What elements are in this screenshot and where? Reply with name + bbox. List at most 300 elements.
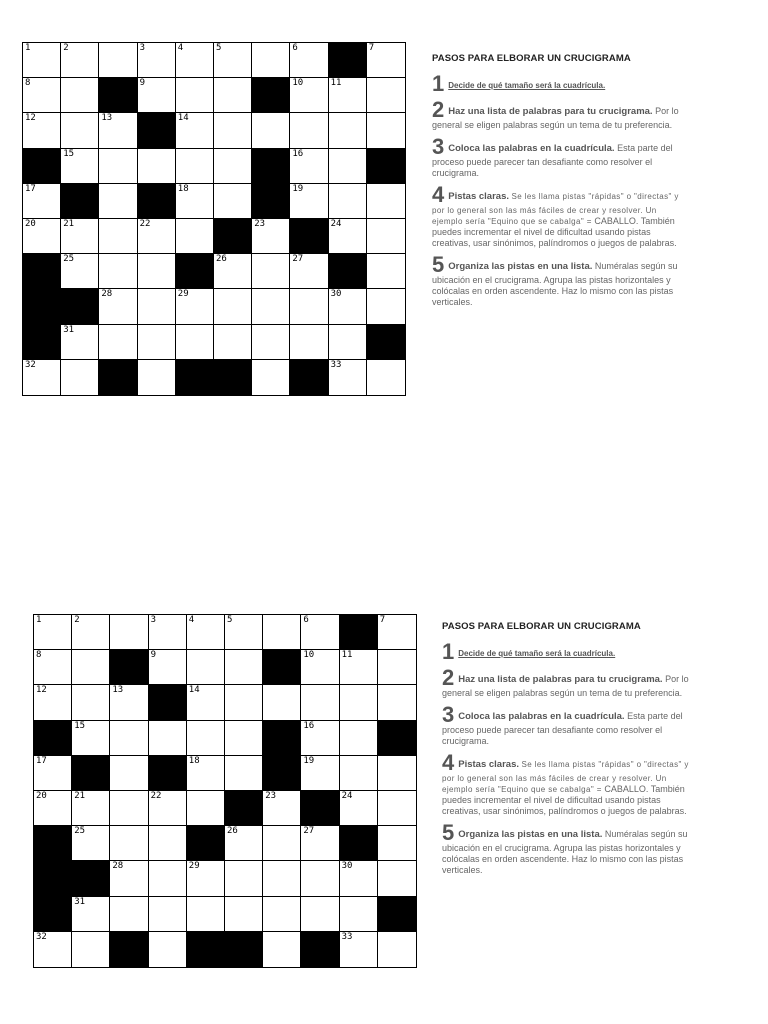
grid-cell[interactable] xyxy=(176,325,214,360)
grid-cell[interactable] xyxy=(252,219,290,254)
clue-number: 14 xyxy=(177,113,189,124)
step-heading: Pistas claras. xyxy=(458,759,519,770)
grid-cell[interactable] xyxy=(290,149,328,184)
clue-number: 28 xyxy=(101,289,113,300)
black-cell xyxy=(72,861,110,896)
black-cell xyxy=(61,184,99,219)
black-cell xyxy=(329,254,367,289)
black-cell xyxy=(34,861,72,896)
grid-cell[interactable] xyxy=(263,932,301,967)
grid-cell[interactable] xyxy=(34,615,72,650)
step-heading: Pistas claras. xyxy=(448,191,509,202)
black-cell xyxy=(340,826,378,861)
grid-cell[interactable] xyxy=(225,861,263,896)
grid-cell[interactable] xyxy=(99,184,137,219)
grid-cell[interactable] xyxy=(263,791,301,826)
grid-cell[interactable] xyxy=(99,289,137,324)
grid-cell[interactable] xyxy=(301,721,339,756)
grid-cell[interactable] xyxy=(263,826,301,861)
grid-cell[interactable] xyxy=(72,721,110,756)
black-cell xyxy=(378,721,416,756)
grid-cell[interactable] xyxy=(72,650,110,685)
step-number: 5 xyxy=(442,820,455,845)
steps-panel xyxy=(432,53,682,314)
grid-cell[interactable] xyxy=(263,861,301,896)
step-2 xyxy=(432,97,682,131)
grid-cell[interactable] xyxy=(340,685,378,720)
clue-number: 7 xyxy=(379,615,386,625)
step-body: Esta parte del proceso puede parecer tan desafiante como resolver el crucigrama. xyxy=(442,711,683,746)
black-cell xyxy=(72,756,110,791)
grid-cell[interactable] xyxy=(290,78,328,113)
black-cell xyxy=(263,650,301,685)
grid-cell[interactable] xyxy=(340,932,378,967)
step-5 xyxy=(432,252,682,308)
clue-number: 9 xyxy=(139,78,146,89)
grid-cell[interactable] xyxy=(214,289,252,324)
grid-cell[interactable] xyxy=(23,184,61,219)
step-heading: Organiza las pistas en una lista. xyxy=(458,829,603,840)
grid-cell[interactable] xyxy=(214,184,252,219)
grid-cell[interactable] xyxy=(61,43,99,78)
grid-cell[interactable] xyxy=(72,615,110,650)
step-body: Por lo general se eligen palabras según un tema de tu preferencia. xyxy=(442,674,689,698)
black-cell xyxy=(225,791,263,826)
crossword-grid xyxy=(22,42,406,396)
clue-number: 4 xyxy=(177,43,184,53)
clue-number: 17 xyxy=(36,755,47,766)
step-body: Por lo general se eligen palabras según un tema de tu preferencia. xyxy=(432,106,679,130)
grid-cell[interactable] xyxy=(225,650,263,685)
grid-cell[interactable] xyxy=(367,289,405,324)
grid-cell[interactable] xyxy=(176,43,214,78)
grid-cell[interactable] xyxy=(110,615,148,650)
clue-number: 16 xyxy=(292,148,304,159)
clue-number: 11 xyxy=(330,78,342,89)
step-3 xyxy=(432,134,682,179)
clue-number: 18 xyxy=(188,755,200,766)
step-number: 3 xyxy=(432,134,445,159)
grid-cell[interactable] xyxy=(99,219,137,254)
grid-cell[interactable] xyxy=(23,43,61,78)
grid-cell[interactable] xyxy=(301,685,339,720)
step-number: 2 xyxy=(442,665,455,690)
panel-title: PASOS PARA ELBORAR UN CRUCIGRAMA xyxy=(432,53,631,64)
clue-number: 23 xyxy=(254,219,266,229)
black-cell xyxy=(34,826,72,861)
grid-cell[interactable] xyxy=(329,360,367,395)
grid-cell[interactable] xyxy=(290,254,328,289)
black-cell xyxy=(301,791,339,826)
grid-cell[interactable] xyxy=(301,897,339,932)
clue-number: 31 xyxy=(63,324,75,335)
grid-cell[interactable] xyxy=(252,113,290,148)
grid-cell[interactable] xyxy=(34,650,72,685)
grid-cell[interactable] xyxy=(290,184,328,219)
clue-number: 24 xyxy=(341,791,353,801)
grid-cell[interactable] xyxy=(252,325,290,360)
step-number: 1 xyxy=(442,639,455,664)
step-heading: Decide de qué tamaño será la cuadrícula. xyxy=(448,81,606,90)
black-cell xyxy=(214,360,252,395)
clue-number: 14 xyxy=(188,685,200,696)
panel-title: PASOS PARA ELBORAR UN CRUCIGRAMA xyxy=(442,621,641,632)
black-cell xyxy=(263,756,301,791)
step-body-spaced: Se les llama pistas "rápidas" o "directas" y por lo general son las más fáciles de crear y resolver. Un ejemplo sería "Equino que se cabalga" = xyxy=(442,760,689,794)
grid-cell[interactable] xyxy=(225,756,263,791)
black-cell xyxy=(149,685,187,720)
clue-number: 7 xyxy=(368,43,375,53)
clue-number: 13 xyxy=(112,685,124,696)
clue-number: 30 xyxy=(330,289,342,300)
grid-cell[interactable] xyxy=(110,791,148,826)
black-cell xyxy=(99,78,137,113)
black-cell xyxy=(340,615,378,650)
grid-cell[interactable] xyxy=(378,826,416,861)
grid-cell[interactable] xyxy=(187,791,225,826)
grid-cell[interactable] xyxy=(329,78,367,113)
grid-cell[interactable] xyxy=(290,325,328,360)
clue-number: 16 xyxy=(303,720,315,731)
grid-cell[interactable] xyxy=(110,685,148,720)
grid-cell[interactable] xyxy=(34,756,72,791)
step-1 xyxy=(442,639,692,664)
grid-cell[interactable] xyxy=(367,254,405,289)
step-number: 2 xyxy=(432,97,445,122)
grid-cell[interactable] xyxy=(367,360,405,395)
grid-cell[interactable] xyxy=(61,78,99,113)
grid-cell[interactable] xyxy=(72,826,110,861)
step-4 xyxy=(442,750,692,817)
grid-cell[interactable] xyxy=(329,289,367,324)
clue-number: 32 xyxy=(25,359,36,370)
clue-number: 6 xyxy=(292,43,298,53)
clue-number: 25 xyxy=(74,826,86,837)
grid-cell[interactable] xyxy=(378,861,416,896)
step-body-spaced: Se les llama pistas "rápidas" o "directas" y por lo general son las más fáciles de crear y resolver. Un ejemplo sería "Equino que se cabalga" = xyxy=(432,192,679,226)
grid-cell[interactable] xyxy=(23,78,61,113)
clue-number: 15 xyxy=(63,148,75,159)
clue-number: 31 xyxy=(74,896,86,907)
grid-cell[interactable] xyxy=(290,113,328,148)
clue-number: 19 xyxy=(303,755,315,766)
grid-cell[interactable] xyxy=(187,650,225,685)
clue-number: 24 xyxy=(330,219,342,229)
black-cell xyxy=(176,254,214,289)
clue-number: 29 xyxy=(177,289,189,300)
black-cell xyxy=(176,360,214,395)
grid-cell[interactable] xyxy=(329,219,367,254)
crossword-grid xyxy=(33,614,417,968)
grid-cell[interactable] xyxy=(252,360,290,395)
step-heading: Organiza las pistas en una lista. xyxy=(448,261,593,272)
black-cell xyxy=(61,289,99,324)
clue-number: 27 xyxy=(292,254,304,265)
clue-number: 15 xyxy=(74,720,86,731)
grid-cell[interactable] xyxy=(214,254,252,289)
grid-cell[interactable] xyxy=(149,721,187,756)
step-number: 1 xyxy=(432,71,445,96)
step-body: Numéralas según su ubicación en el crucigrama. Agrupa las pistas horizontales y colócalas en orden ascendente. Haz lo mismo con las pistas verticales. xyxy=(442,829,688,875)
grid-cell[interactable] xyxy=(176,289,214,324)
clue-number: 10 xyxy=(292,78,304,89)
grid-cell[interactable] xyxy=(187,615,225,650)
grid-cell[interactable] xyxy=(187,721,225,756)
step-heading: Haz una lista de palabras para tu crucigrama. xyxy=(458,674,663,685)
grid-cell[interactable] xyxy=(225,685,263,720)
grid-cell[interactable] xyxy=(138,325,176,360)
grid-cell[interactable] xyxy=(61,149,99,184)
grid-cell[interactable] xyxy=(149,615,187,650)
grid-cell[interactable] xyxy=(340,861,378,896)
clue-number: 33 xyxy=(341,931,353,942)
grid-cell[interactable] xyxy=(301,756,339,791)
step-5 xyxy=(442,820,692,876)
black-cell xyxy=(252,184,290,219)
grid-cell[interactable] xyxy=(214,113,252,148)
grid-cell[interactable] xyxy=(214,78,252,113)
clue-number: 6 xyxy=(303,615,309,625)
grid-cell[interactable] xyxy=(340,650,378,685)
black-cell xyxy=(252,149,290,184)
clue-number: 8 xyxy=(36,650,42,661)
grid-cell[interactable] xyxy=(378,650,416,685)
grid-cell[interactable] xyxy=(263,897,301,932)
clue-number: 10 xyxy=(303,650,315,661)
grid-cell[interactable] xyxy=(378,756,416,791)
grid-cell[interactable] xyxy=(110,721,148,756)
grid-cell[interactable] xyxy=(225,897,263,932)
steps-panel xyxy=(442,621,692,882)
grid-cell[interactable] xyxy=(187,685,225,720)
grid-cell[interactable] xyxy=(138,254,176,289)
grid-cell[interactable] xyxy=(214,149,252,184)
grid-cell[interactable] xyxy=(176,113,214,148)
grid-cell[interactable] xyxy=(72,897,110,932)
clue-number: 21 xyxy=(63,219,75,229)
grid-cell[interactable] xyxy=(225,615,263,650)
clue-number: 8 xyxy=(25,78,31,89)
grid-cell[interactable] xyxy=(263,685,301,720)
grid-cell[interactable] xyxy=(99,325,137,360)
grid-cell[interactable] xyxy=(290,289,328,324)
grid-cell[interactable] xyxy=(378,685,416,720)
clue-number: 26 xyxy=(227,826,238,837)
clue-number: 18 xyxy=(177,183,189,194)
step-number: 4 xyxy=(442,750,455,775)
grid-cell[interactable] xyxy=(301,650,339,685)
clue-number: 13 xyxy=(101,113,113,124)
grid-cell[interactable] xyxy=(99,43,137,78)
grid-cell[interactable] xyxy=(214,43,252,78)
grid-cell[interactable] xyxy=(138,78,176,113)
black-cell xyxy=(367,149,405,184)
grid-cell[interactable] xyxy=(23,113,61,148)
grid-cell[interactable] xyxy=(149,861,187,896)
grid-cell[interactable] xyxy=(34,685,72,720)
grid-cell[interactable] xyxy=(301,861,339,896)
clue-number: 5 xyxy=(227,615,233,625)
grid-cell[interactable] xyxy=(225,721,263,756)
clue-number: 23 xyxy=(265,791,277,801)
grid-cell[interactable] xyxy=(252,43,290,78)
black-cell xyxy=(23,254,61,289)
grid-cell[interactable] xyxy=(301,826,339,861)
grid-cell[interactable] xyxy=(367,43,405,78)
clue-number: 5 xyxy=(216,43,222,53)
step-body: Esta parte del proceso puede parecer tan desafiante como resolver el crucigrama. xyxy=(432,143,673,178)
clue-number: 26 xyxy=(216,254,227,265)
step-number: 5 xyxy=(432,252,445,277)
grid-cell[interactable] xyxy=(110,756,148,791)
step-heading: Decide de qué tamaño será la cuadrícula. xyxy=(458,649,616,658)
grid-cell[interactable] xyxy=(149,897,187,932)
grid-cell[interactable] xyxy=(23,360,61,395)
grid-cell[interactable] xyxy=(329,184,367,219)
clue-number: 1 xyxy=(36,615,42,625)
step-4 xyxy=(432,182,682,249)
clue-number: 4 xyxy=(188,615,195,625)
clue-number: 20 xyxy=(36,791,47,801)
grid-cell[interactable] xyxy=(110,861,148,896)
black-cell xyxy=(378,897,416,932)
black-cell xyxy=(263,721,301,756)
grid-cell[interactable] xyxy=(340,791,378,826)
grid-cell[interactable] xyxy=(138,289,176,324)
clue-number: 3 xyxy=(150,615,157,625)
grid-cell[interactable] xyxy=(149,650,187,685)
grid-cell[interactable] xyxy=(61,219,99,254)
grid-cell[interactable] xyxy=(187,897,225,932)
black-cell xyxy=(23,325,61,360)
grid-cell[interactable] xyxy=(99,149,137,184)
grid-cell[interactable] xyxy=(138,149,176,184)
black-cell xyxy=(187,826,225,861)
black-cell xyxy=(290,219,328,254)
grid-cell[interactable] xyxy=(72,685,110,720)
grid-cell[interactable] xyxy=(23,219,61,254)
grid-cell[interactable] xyxy=(176,219,214,254)
clue-number: 29 xyxy=(188,861,200,872)
grid-cell[interactable] xyxy=(110,897,148,932)
clue-number: 30 xyxy=(341,861,353,872)
grid-cell[interactable] xyxy=(329,149,367,184)
grid-cell[interactable] xyxy=(149,791,187,826)
grid-cell[interactable] xyxy=(72,932,110,967)
black-cell xyxy=(301,932,339,967)
grid-cell[interactable] xyxy=(214,325,252,360)
black-cell xyxy=(214,219,252,254)
grid-cell[interactable] xyxy=(340,756,378,791)
clue-number: 28 xyxy=(112,861,124,872)
grid-cell[interactable] xyxy=(99,254,137,289)
black-cell xyxy=(187,932,225,967)
grid-cell[interactable] xyxy=(252,254,290,289)
grid-cell[interactable] xyxy=(329,325,367,360)
clue-number: 12 xyxy=(25,113,36,124)
grid-cell[interactable] xyxy=(252,289,290,324)
clue-number: 22 xyxy=(150,791,162,801)
step-1 xyxy=(432,71,682,96)
grid-cell[interactable] xyxy=(301,615,339,650)
black-cell xyxy=(329,43,367,78)
grid-cell[interactable] xyxy=(176,184,214,219)
clue-number: 25 xyxy=(63,254,75,265)
grid-cell[interactable] xyxy=(367,219,405,254)
black-cell xyxy=(225,932,263,967)
grid-cell[interactable] xyxy=(263,615,301,650)
step-3 xyxy=(442,702,692,747)
grid-cell[interactable] xyxy=(340,721,378,756)
black-cell xyxy=(290,360,328,395)
grid-cell[interactable] xyxy=(340,897,378,932)
grid-cell[interactable] xyxy=(110,826,148,861)
clue-number: 20 xyxy=(25,219,36,229)
grid-cell[interactable] xyxy=(138,360,176,395)
black-cell xyxy=(99,360,137,395)
grid-cell[interactable] xyxy=(149,932,187,967)
grid-cell[interactable] xyxy=(34,932,72,967)
grid-cell[interactable] xyxy=(149,826,187,861)
grid-cell[interactable] xyxy=(187,756,225,791)
black-cell xyxy=(110,650,148,685)
grid-cell[interactable] xyxy=(61,325,99,360)
black-cell xyxy=(367,325,405,360)
grid-cell[interactable] xyxy=(367,113,405,148)
grid-cell[interactable] xyxy=(176,149,214,184)
grid-cell[interactable] xyxy=(72,791,110,826)
grid-cell[interactable] xyxy=(187,861,225,896)
grid-cell[interactable] xyxy=(225,826,263,861)
step-2 xyxy=(442,665,692,699)
step-number: 3 xyxy=(442,702,455,727)
clue-number: 9 xyxy=(150,650,157,661)
clue-number: 1 xyxy=(25,43,31,53)
black-cell xyxy=(23,289,61,324)
grid-cell[interactable] xyxy=(61,254,99,289)
grid-cell[interactable] xyxy=(61,360,99,395)
grid-cell[interactable] xyxy=(290,43,328,78)
black-cell xyxy=(138,184,176,219)
grid-cell[interactable] xyxy=(367,78,405,113)
grid-cell[interactable] xyxy=(138,43,176,78)
grid-cell[interactable] xyxy=(61,113,99,148)
grid-cell[interactable] xyxy=(378,791,416,826)
grid-cell[interactable] xyxy=(378,932,416,967)
clue-number: 3 xyxy=(139,43,146,53)
grid-cell[interactable] xyxy=(329,113,367,148)
grid-cell[interactable] xyxy=(367,184,405,219)
grid-cell[interactable] xyxy=(176,78,214,113)
step-body: CABALLO. También puedes incrementar el nivel de dificultad usando pistas creativas, usar sinónimos, palíndromos o juegos de palabras. xyxy=(442,784,687,816)
grid-cell[interactable] xyxy=(378,615,416,650)
step-heading: Coloca las palabras en la cuadrícula. xyxy=(448,143,615,154)
black-cell xyxy=(252,78,290,113)
grid-cell[interactable] xyxy=(34,791,72,826)
black-cell xyxy=(138,113,176,148)
clue-number: 32 xyxy=(36,931,47,942)
clue-number: 22 xyxy=(139,219,151,229)
grid-cell[interactable] xyxy=(138,219,176,254)
clue-number: 27 xyxy=(303,826,315,837)
clue-number: 33 xyxy=(330,359,342,370)
clue-number: 2 xyxy=(63,43,69,53)
step-heading: Haz una lista de palabras para tu crucigrama. xyxy=(448,106,653,117)
grid-cell[interactable] xyxy=(99,113,137,148)
clue-number: 21 xyxy=(74,791,86,801)
step-body: CABALLO. También puedes incrementar el nivel de dificultad usando pistas creativas, usar sinónimos, palíndromos o juegos de palabras. xyxy=(432,216,677,248)
black-cell xyxy=(23,149,61,184)
